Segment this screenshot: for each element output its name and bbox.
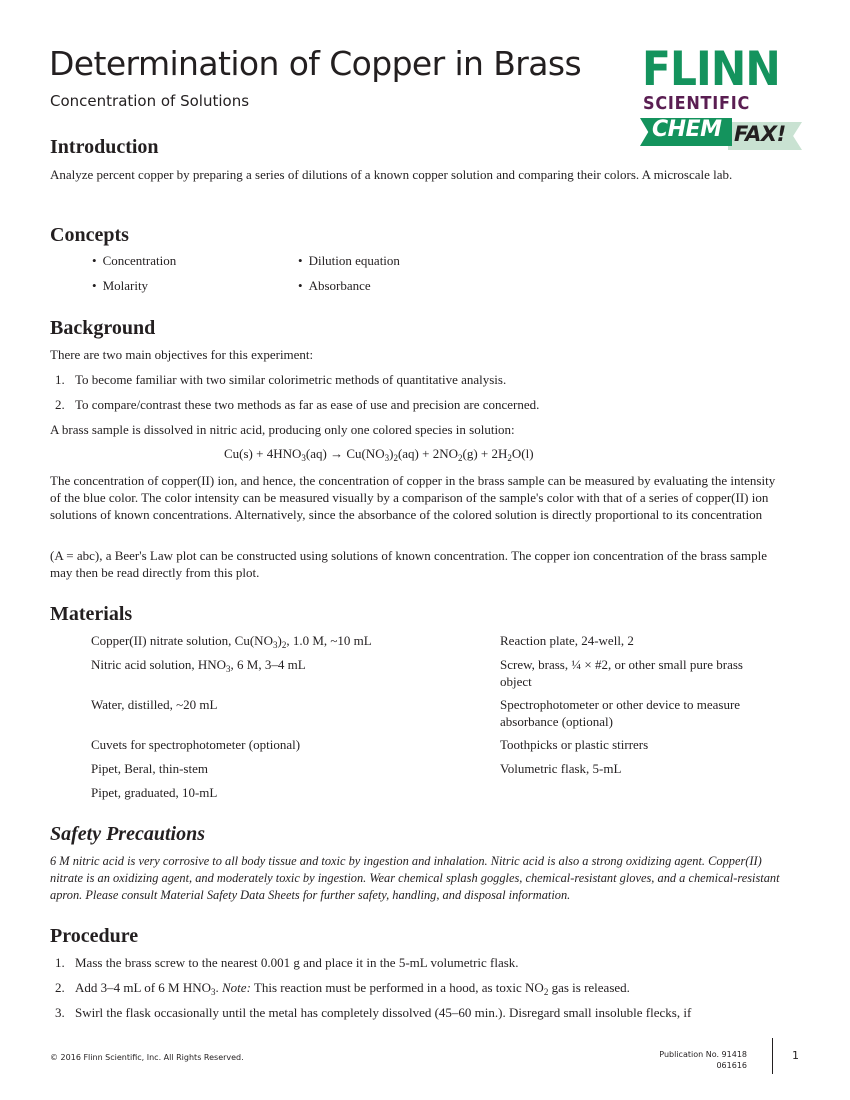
objective-number: 2. [55, 397, 65, 412]
publication-code: 061616 [716, 1061, 747, 1070]
concept-item [298, 253, 400, 269]
logo-fax-text: FAX! [734, 122, 786, 146]
flinn-scientific-logo [636, 42, 806, 154]
logo-flinn-text: FLINN [642, 42, 780, 97]
safety-text: 6 M nitric acid is very corrosive to all body tissue and toxic by ingestion and inhalation. Nitric acid is also a strong oxidizing agent. Copper(II) nitrate is an oxidizing agent, and moderately toxic by ingestion. Wear chemical splash goggles, chemical-resistant gloves, and a chemical-resistant apron. Please consult Material Safety Data Sheets for further safety, handling, and disposal information. [50, 854, 780, 902]
background-paragraph-2: (A = abc), a Beer's Law plot can be constructed using solutions of known concentration. The copper ion concentration of the brass sample may then be read directly from this plot. [50, 548, 768, 580]
concept-item [92, 253, 176, 269]
background-intro: There are two main objectives for this experiment: [50, 347, 314, 362]
procedure-heading: Procedure [50, 925, 139, 947]
objective-number: 1. [55, 372, 65, 387]
document-title: Determination of Copper in Brass [49, 44, 582, 83]
material-item: Screw, brass, ¼ × #2, or other small pure brass object [500, 657, 743, 689]
material-item: Nitric acid solution, $HNO_3$, 6 M, 3–4 mL [91, 657, 306, 674]
publication-number: Publication No. 91418 [659, 1050, 747, 1059]
procedure-step: 3. Swirl the flask occasionally until the metal has completely dissolved (45–60 min.). Disregard small insoluble flecks, if [55, 1005, 692, 1020]
dissolve-text: A brass sample is dissolved in nitric acid, producing only one colored species in solution: [50, 422, 515, 437]
copyright-text: © 2016 Flinn Scientific, Inc. All Rights Reserved. [50, 1053, 244, 1062]
material-item: Toothpicks or plastic stirrers [500, 737, 649, 752]
objective-item [55, 397, 539, 413]
objective-text: To become familiar with two similar colorimetric methods of quantitative analysis. [75, 372, 507, 387]
background-paragraph-1: The concentration of copper(II) ion, and hence, the concentration of copper in the brass sample can be measured by evaluating the intensity of the blue color. The color intensity can be measured visually by a comparison of the sample's color with that of a series of copper(II) ion solutions of known concentrations. Alternatively, since the absorbance of the colored solution is directly proportional to its concentration [50, 473, 776, 522]
objective-item [55, 372, 506, 388]
concept-label: Concentration [102, 253, 177, 268]
concept-label: Dilution equation [308, 253, 400, 268]
materials-heading: Materials [50, 603, 133, 625]
concept-item [298, 278, 371, 294]
safety-heading: Safety Precautions [50, 823, 205, 845]
material-item: Pipet, graduated, 10-mL [91, 785, 218, 800]
introduction-heading: Introduction [50, 136, 159, 158]
chemical-equation: $Cu(s) + 4HNO_3(aq) \to Cu(NO_3)_2(aq) + 2NO_2(g) + 2H_2O(l)$ [224, 446, 534, 463]
material-item: Water, distilled, ~20 mL [91, 697, 218, 712]
background-heading: Background [50, 317, 156, 339]
material-item: Volumetric flask, 5-mL [500, 761, 622, 776]
document-subtitle: Concentration of Solutions [50, 92, 250, 110]
logo-chem-text: CHEM [652, 117, 722, 142]
footer-divider [772, 1038, 773, 1074]
concepts-heading: Concepts [50, 224, 129, 246]
introduction-text: Analyze percent copper by preparing a series of dilutions of a known copper solution and comparing their colors. A microscale lab. [50, 167, 733, 182]
logo-scientific-text: SCIENTIFIC [643, 94, 751, 114]
procedure-step: 1. Mass the brass screw to the nearest 0.001 g and place it in the 5-mL volumetric flask. [55, 955, 519, 970]
objective-text: To compare/contrast these two methods as far as ease of use and precision are concerned. [75, 397, 540, 412]
procedure-step: 2. Add 3–4 mL of 6 M $HNO_3$. Note: This reaction must be performed in a hood, as toxic $NO_2$ gas is released. [55, 980, 630, 997]
concept-label: Molarity [102, 278, 149, 293]
chemfax-badge [640, 116, 800, 150]
page-number: 1 [792, 1049, 799, 1062]
material-item: Spectrophotometer or other device to measure absorbance (optional) [500, 697, 741, 729]
concept-item [92, 278, 148, 294]
material-item: Copper(II) nitrate solution, $Cu(NO_3)_2$, 1.0 M, ~10 mL [91, 633, 372, 650]
publication-info [659, 1049, 747, 1071]
material-item: Reaction plate, 24-well, 2 [500, 633, 634, 648]
material-item: Cuvets for spectrophotometer (optional) [91, 737, 301, 752]
concept-label: Absorbance [308, 278, 371, 293]
material-item: Pipet, Beral, thin-stem [91, 761, 208, 776]
